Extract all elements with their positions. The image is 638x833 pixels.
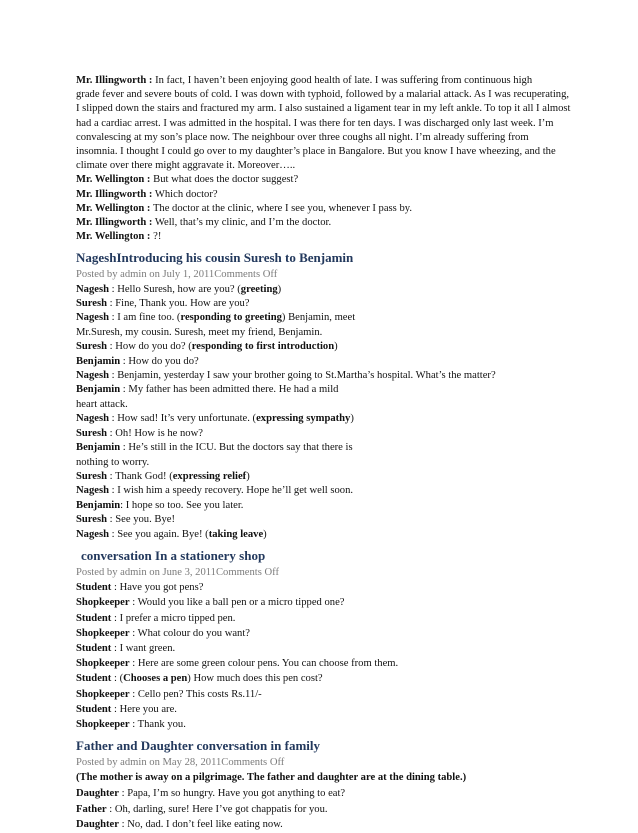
bold-text: Daughter xyxy=(76,787,119,799)
line-text: : Would you like a ball pen or a micro tipped one? xyxy=(129,597,345,609)
bold-text: Suresh xyxy=(76,341,108,353)
dialogue-line xyxy=(76,74,576,88)
line-text: grade fever and severe bouts of cold. I was down with typhoid, followed by a malarial attack. As I was recuperating, xyxy=(76,89,570,101)
post-meta: Posted by admin on July 1, 2011Comments Off xyxy=(76,269,278,281)
dialogue-line xyxy=(76,786,576,802)
dialogue-line xyxy=(76,188,576,202)
bold-text: Suresh xyxy=(76,298,108,310)
line-text: : Oh! How is he now? xyxy=(107,427,203,439)
line-text: : What colour do you want? xyxy=(129,627,251,639)
dialogue-line xyxy=(76,88,576,102)
dialogue-line xyxy=(76,202,576,216)
section-title[interactable]: Father and Daughter conversation in family xyxy=(76,738,320,754)
line-text: : I want green. xyxy=(111,642,176,654)
line-text: : Thank you. xyxy=(129,718,186,730)
line-text: The doctor at the clinic, where I see you, whenever I pass by. xyxy=(152,202,412,214)
line-text: : ( xyxy=(111,673,124,685)
line-text: : Fine, Thank you. How are you? xyxy=(107,298,250,310)
line-text: In fact, I haven’t been enjoying good health of late. I was suffering from continuous high xyxy=(155,75,533,86)
dialogue-line xyxy=(76,580,576,595)
dialogue-line xyxy=(76,102,576,116)
dialogue-line xyxy=(76,611,576,626)
bold-text: Benjamin xyxy=(76,384,121,396)
line-text: : How do you do? xyxy=(120,355,199,367)
line-text: heart attack. xyxy=(76,398,128,410)
post-meta: Posted by admin on May 28, 2011Comments Off xyxy=(76,757,285,769)
line-text: ) How much does this pen cost? xyxy=(187,673,323,685)
document-page xyxy=(76,74,576,833)
line-text: nothing to worry. xyxy=(76,456,150,468)
line-text: : He’s still in the ICU. But the doctors say that there is xyxy=(120,442,353,454)
dialogue-line xyxy=(76,311,576,325)
bold-text: Shopkeeper xyxy=(76,627,130,639)
section-title[interactable]: NageshIntroducing his cousin Suresh to Benjamin xyxy=(76,250,354,266)
bold-text: responding to greeting xyxy=(180,312,282,324)
bold-text: Suresh xyxy=(76,470,108,482)
dialogue-line xyxy=(76,297,576,311)
bold-text: expressing relief xyxy=(172,470,247,482)
dialogue-line xyxy=(76,717,576,732)
line-text: insomnia. I thought I could go over to my daughter’s place in Bangalore. But you know I have wheezing, and the xyxy=(76,146,556,158)
bold-text: Student xyxy=(76,642,112,654)
line-text: : I am fine too. ( xyxy=(108,312,181,324)
dialogue-line xyxy=(76,383,576,397)
dialogue-lines xyxy=(76,580,576,732)
line-text: : See you. Bye! xyxy=(107,514,175,526)
bold-text: Shopkeeper xyxy=(76,688,130,700)
bold-text: Nagesh xyxy=(76,283,109,295)
line-text: had a cardiac arrest. I was admitted in the hospital. I was there for ten days. I was discharged only last week. I’m xyxy=(76,117,554,129)
dialogue-line xyxy=(76,159,576,173)
line-text: : Papa, I’m so hungry. Have you got anything to eat? xyxy=(118,787,346,799)
bold-text: Nagesh xyxy=(76,413,109,425)
line-text: : Here you are. xyxy=(111,703,177,715)
bold-text: Student xyxy=(76,703,112,715)
bold-text: Shopkeeper xyxy=(76,658,130,670)
speaker-name: Mr. Illingworth : xyxy=(76,188,153,200)
bold-text: Suresh xyxy=(76,427,108,439)
line-text: : See you again. Bye! ( xyxy=(108,528,209,540)
line-text: ) xyxy=(350,413,354,425)
dialogue-line xyxy=(76,513,576,527)
dialogue-line xyxy=(76,656,576,671)
line-text: : How sad! It’s very unfortunate. ( xyxy=(108,413,257,425)
dialogue-line xyxy=(76,528,576,542)
dialogue-line xyxy=(76,145,576,159)
bold-text: Nagesh xyxy=(76,485,109,497)
section-title[interactable]: conversation In a stationery shop xyxy=(81,547,266,563)
line-text: convalescing at my son’s place now. The neighbour over three coughs all night. I’m already suffering from xyxy=(76,131,529,143)
dialogue-line xyxy=(76,326,576,340)
dialogue-line xyxy=(76,641,576,656)
bold-text: taking leave xyxy=(208,528,264,540)
dialogue-line xyxy=(76,595,576,610)
dialogue-line xyxy=(76,131,576,145)
post-meta: Posted by admin on June 3, 2011Comments Off xyxy=(76,566,280,578)
line-text: ) xyxy=(334,341,338,353)
bold-text: Father xyxy=(76,803,107,815)
bold-text: Student xyxy=(76,582,112,594)
section-stationery-shop xyxy=(76,548,576,732)
bold-text: Chooses a pen xyxy=(123,673,188,685)
dialogue-line xyxy=(76,470,576,484)
speaker-name: Mr. Wellington : xyxy=(76,174,151,186)
dialogue-line xyxy=(76,283,576,297)
bold-text: Nagesh xyxy=(76,528,109,540)
dialogue-line xyxy=(76,626,576,641)
section-father-daughter xyxy=(76,738,576,833)
bold-text: responding to first introduction xyxy=(191,341,335,353)
dialogue-line xyxy=(76,117,576,131)
dialogue-line xyxy=(76,230,576,244)
bold-text: Benjamin xyxy=(76,355,121,367)
line-text: Mr.Suresh, my cousin. Suresh, meet my friend, Benjamin. xyxy=(76,326,323,338)
speaker-name: Mr. Illingworth : xyxy=(76,217,153,229)
dialogue-line xyxy=(76,441,576,455)
dialogue-line xyxy=(76,427,576,441)
dialogue-lines xyxy=(76,770,576,832)
line-text: : I prefer a micro tipped pen. xyxy=(111,612,236,624)
bold-text: Nagesh xyxy=(76,370,109,382)
bold-text: Shopkeeper xyxy=(76,718,130,730)
section-introducing-cousin xyxy=(76,250,576,542)
line-text: : Here are some green colour pens. You can choose from them. xyxy=(129,658,399,670)
line-text: climate over there might aggravate it. Moreover….. xyxy=(76,160,296,172)
bold-text: greeting xyxy=(240,283,278,295)
line-text: But what does the doctor suggest? xyxy=(153,174,299,186)
dialogue-line xyxy=(76,216,576,230)
dialogue-line xyxy=(76,499,576,513)
line-text: : I wish him a speedy recovery. Hope he’ll get well soon. xyxy=(108,485,354,497)
line-text: Which doctor? xyxy=(154,188,218,200)
line-text: : Oh, darling, sure! Here I’ve got chappatis for you. xyxy=(106,803,328,815)
dialogue-line xyxy=(76,687,576,702)
bold-text: Student xyxy=(76,673,112,685)
speaker-name: Mr. Illingworth : xyxy=(76,75,153,86)
line-text: : How do you do? ( xyxy=(107,341,192,353)
dialogue-line xyxy=(76,398,576,412)
dialogue-line xyxy=(76,770,576,786)
dialogue-line xyxy=(76,802,576,818)
line-text: : My father has been admitted there. He had a mild xyxy=(120,384,339,396)
line-text: ) Benjamin, meet xyxy=(281,312,356,324)
bold-text: Nagesh xyxy=(76,312,109,324)
dialogue-line xyxy=(76,355,576,369)
dialogue-line xyxy=(76,173,576,187)
bold-text: Suresh xyxy=(76,514,108,526)
dialogue-line xyxy=(76,340,576,354)
line-text: : No, dad. I don’t feel like eating now. xyxy=(118,819,283,831)
line-text: : Thank God! ( xyxy=(107,470,173,482)
dialogue-line xyxy=(76,456,576,470)
line-text: ) xyxy=(263,528,267,540)
line-text: : Cello pen? This costs Rs.11/- xyxy=(129,688,262,700)
bold-text: Benjamin xyxy=(76,499,121,511)
line-text: : Benjamin, yesterday I saw your brother going to St.Martha’s hospital. What’s the matter? xyxy=(108,370,496,382)
bold-text: Daughter xyxy=(76,819,119,831)
dialogue-line xyxy=(76,671,576,686)
line-text: : Have you got pens? xyxy=(111,582,204,594)
bold-text: Benjamin xyxy=(76,442,121,454)
bold-text: (The mother is away on a pilgrimage. The father and daughter are at the dining table.) xyxy=(76,772,467,784)
line-text: ) xyxy=(246,470,250,482)
line-text: : I hope so too. See you later. xyxy=(120,499,244,511)
line-text: ?! xyxy=(153,231,162,243)
intro-dialogue xyxy=(76,74,576,244)
bold-text: Shopkeeper xyxy=(76,597,130,609)
line-text: Well, that’s my clinic, and I’m the doctor. xyxy=(154,217,332,229)
line-text: I slipped down the stairs and fractured my arm. I also sustained a ligament tear in my left ankle. To top it all I almost xyxy=(76,103,571,115)
dialogue-line xyxy=(76,412,576,426)
bold-text: expressing sympathy xyxy=(256,413,351,425)
dialogue-line xyxy=(76,817,576,833)
dialogue-lines xyxy=(76,283,576,542)
bold-text: Student xyxy=(76,612,112,624)
line-text: : Hello Suresh, how are you? ( xyxy=(108,283,241,295)
dialogue-line xyxy=(76,702,576,717)
line-text: ) xyxy=(277,283,282,295)
dialogue-line xyxy=(76,369,576,383)
speaker-name: Mr. Wellington : xyxy=(76,202,151,214)
dialogue-line xyxy=(76,484,576,498)
speaker-name: Mr. Wellington : xyxy=(76,231,151,243)
